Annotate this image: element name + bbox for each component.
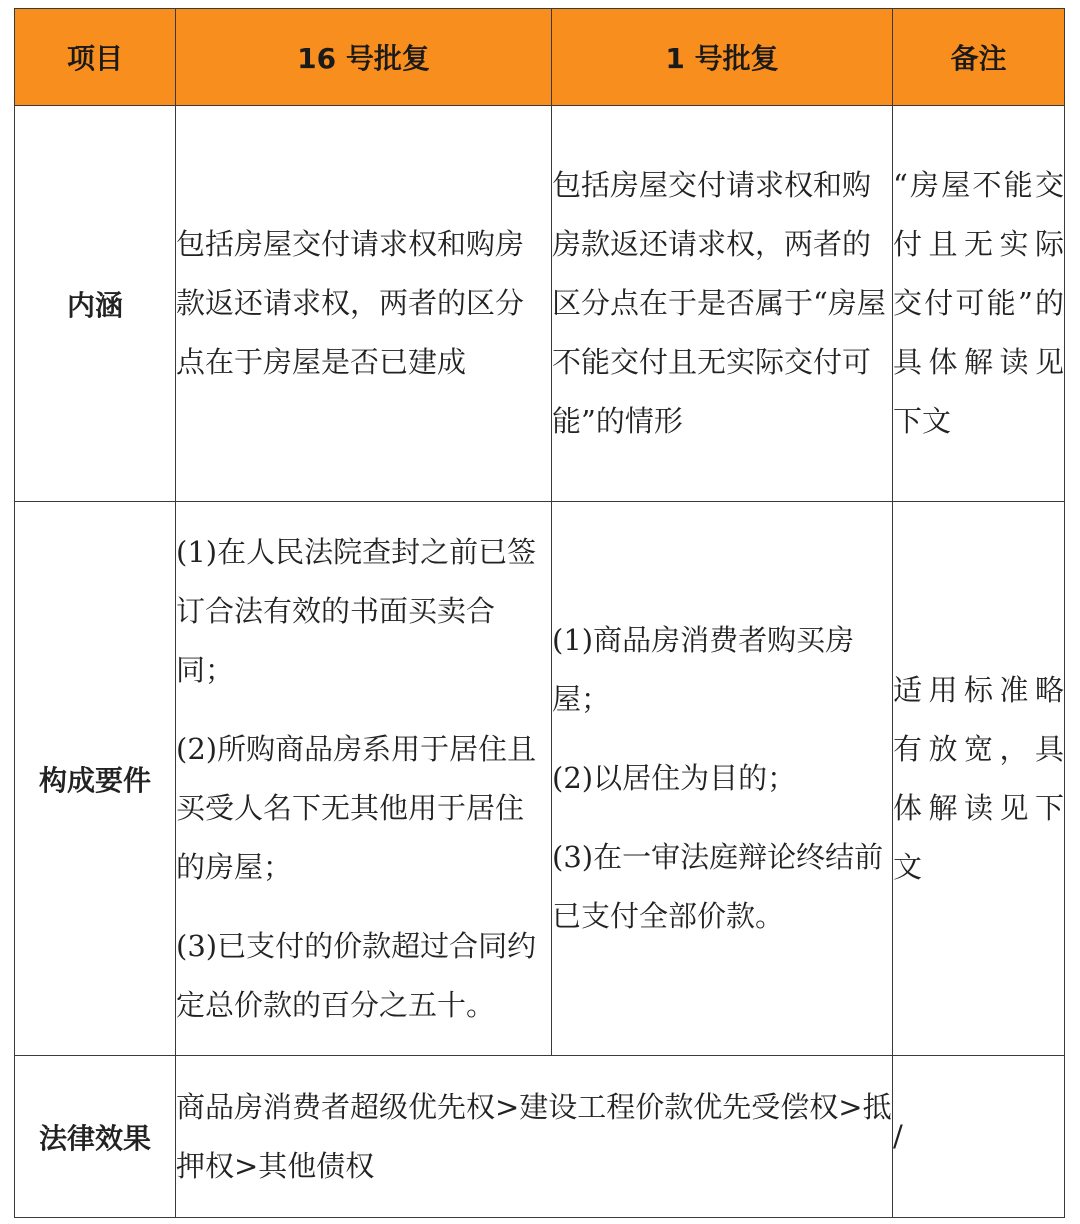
cell-text: (1)商品房消费者购买房屋； bbox=[552, 623, 855, 716]
legal-effect-cell: 商品房消费者超级优先权>建设工程价款优先受偿权>抵押权>其他债权 bbox=[176, 1056, 893, 1218]
row-label: 构成要件 bbox=[15, 502, 176, 1056]
approval-1-cell bbox=[552, 106, 893, 502]
cell-text: (2)以居住为目的； bbox=[552, 761, 797, 795]
cell-text: (2)所购商品房系用于居住且买受人名下无其他用于居住的房屋； bbox=[176, 731, 537, 884]
row-label: 法律效果 bbox=[15, 1056, 176, 1218]
table-row-connotation bbox=[15, 106, 1065, 502]
cell-text: 包括房屋交付请求权和购房款返还请求权，两者的区分点在于房屋是否已建成 bbox=[176, 227, 525, 379]
cell-text: 包括房屋交付请求权和购房款返还请求权，两者的区分点在于是否属于“房屋不能交付且无实际交付可能”的情形 bbox=[552, 168, 886, 438]
cell-text: (3)在一审法庭辩论终结前已支付全部价款。 bbox=[552, 840, 884, 933]
header-row bbox=[15, 9, 1065, 106]
note-cell: / bbox=[893, 1056, 1065, 1218]
approval-16-cell bbox=[176, 502, 552, 1056]
table-row-legal-effect bbox=[15, 1056, 1065, 1218]
table-row-requirements bbox=[15, 502, 1065, 1056]
header-item: 项目 bbox=[15, 9, 176, 106]
header-approval-1: 1 号批复 bbox=[552, 9, 893, 106]
comparison-table bbox=[14, 8, 1065, 1218]
note-cell: “房屋不能交付且无实际交付可能”的具体解读见下文 bbox=[893, 106, 1065, 502]
cell-text: (3)已支付的价款超过合同约定总价款的百分之五十。 bbox=[176, 928, 537, 1022]
row-label: 内涵 bbox=[15, 106, 176, 502]
header-approval-16: 16 号批复 bbox=[176, 9, 552, 106]
cell-text: (1)在人民法院查封之前已签订合法有效的书面买卖合同； bbox=[176, 534, 537, 687]
header-note: 备注 bbox=[893, 9, 1065, 106]
note-cell: 适用标准略有放宽，具体解读见下文 bbox=[893, 502, 1065, 1056]
approval-16-cell bbox=[176, 106, 552, 502]
approval-1-cell bbox=[552, 502, 893, 1056]
